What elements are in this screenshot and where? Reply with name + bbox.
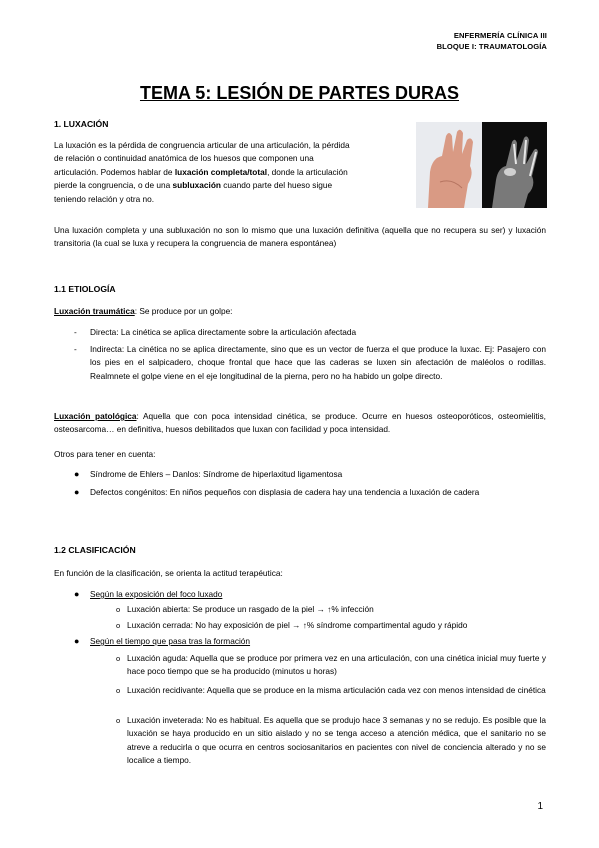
- circle-bullet-icon: o: [116, 686, 121, 695]
- circle-bullet-icon: o: [116, 654, 121, 663]
- bullet-icon: ●: [74, 589, 80, 599]
- clasificacion-intro: En función de la clasificación, se orienta la actitud terapéutica:: [54, 568, 283, 578]
- luxacion-definition: [54, 139, 410, 206]
- header-course: ENFERMERÍA CLÍNICA III: [453, 31, 547, 40]
- text-line: pierde la congruencia, o de una subluxación cuando parte del hueso sigue: [54, 180, 333, 191]
- list-item-text: Defectos congénitos: En niños pequeños con displasia de cadera hay una tendencia a luxación de cadera: [90, 487, 480, 497]
- circle-bullet-icon: o: [116, 605, 121, 614]
- sub-list-item-text: Luxación aguda: Aquella que se produce por primera vez en una articulación, con una cinética inicial muy fuerte y hace poco tiempo que se ha producido (minutos u horas): [127, 653, 546, 677]
- section-heading-etiologia: 1.1 ETIOLOGÍA: [54, 284, 116, 294]
- term-luxacion-traumatica: Luxación traumática: [54, 306, 135, 316]
- text-line: La luxación es la pérdida de congruencia articular de una articulación, la pérdida: [54, 140, 350, 150]
- document-header: [437, 30, 547, 52]
- sub-list-item-text: Luxación recidivante: Aquella que se produce en la misma articulación cada vez con menos intensidad de cinética: [127, 685, 546, 695]
- term-subluxacion: subluxación: [172, 180, 221, 191]
- list-item-text: Según la exposición del foco luxado: [90, 589, 223, 599]
- otros-label: Otros para tener en cuenta:: [54, 449, 156, 459]
- term-luxacion-patologica: Luxación patológica: [54, 411, 137, 421]
- header-block: BLOQUE I: TRAUMATOLOGÍA: [436, 42, 547, 51]
- hand-luxation-photo: [416, 122, 547, 208]
- luxacion-patologica: Luxación patológica: Aquella que con poca intensidad cinética, se produce. Ocurre en huesos osteoporóticos, osteomielitis, osteosarcoma… en definitiva, huesos debilitados que luxan con facilidad y poca intensidad.: [54, 411, 546, 435]
- bullet-icon: ●: [74, 636, 80, 646]
- section-heading-clasificacion: 1.2 CLASIFICACIÓN: [54, 545, 136, 555]
- text-line: de relación o continuidad anatómica de los huesos que componen una: [54, 153, 314, 164]
- list-item-text: Indirecta: La cinética no se aplica directamente, sino que es un vector de fuerza el que produce la luxac. Ej: Pasajero con los pies en el salpicadero, choque frontal que hace que las caderas se luxen sin afectación de maléolos o rodillas. Realmnete el golpe viene en el eje longitudinal de la pierna, pero no ha habido un golpe directo.: [90, 344, 546, 381]
- list-item-text: Directa: La cinética se aplica directamente sobre la articulación afectada: [90, 327, 357, 337]
- luxacion-traumatica: Luxación traumática: Se produce por un golpe:: [54, 306, 233, 316]
- sub-list-item-text: Luxación abierta: Se produce un rasgado de la piel → ↑% infección: [127, 604, 374, 614]
- luxacion-note: Una luxación completa y una subluxación no son lo mismo que una luxación definitiva (aquella que no recupera su ser) y luxación transitoria (la cual se luxa y recupera la congruencia de manera espontánea): [54, 225, 546, 249]
- bullet-icon: ●: [74, 469, 80, 479]
- sub-list-item-text: Luxación cerrada: No hay exposición de piel → ↑% síndrome compartimental agudo y rápido: [127, 620, 468, 630]
- bullet-icon: ●: [74, 487, 80, 497]
- page-title: TEMA 5: LESIÓN DE PARTES DURAS: [139, 83, 460, 103]
- section-heading-luxacion: 1. LUXACIÓN: [54, 119, 109, 129]
- sub-list-item-text: Luxación inveterada: No es habitual. Es aquella que se produjo hace 3 semanas y no se redujo. Es posible que la luxación se haya producido en un sitio aislado y no se tenga acceso a atención médica, que el sanitario no se atreve a reducirla o que ocurra en centros sociosanitarios en pacientes con nivel de conciencia alterado y no se localice a tiempo.: [127, 715, 546, 766]
- text-line: articulación. Podemos hablar de luxación completa/total, donde la articulación: [54, 166, 348, 177]
- circle-bullet-icon: o: [116, 716, 121, 725]
- circle-bullet-icon: o: [116, 621, 121, 630]
- list-item-text: Síndrome de Ehlers – Danlos: Síndrome de hiperlaxitud ligamentosa: [90, 469, 343, 479]
- page-number: 1: [537, 801, 543, 812]
- term-luxacion-completa: luxación completa/total: [174, 166, 268, 177]
- list-item-text: Según el tiempo que pasa tras la formación: [90, 636, 251, 646]
- text-line: teniendo relación y otra no.: [54, 193, 155, 204]
